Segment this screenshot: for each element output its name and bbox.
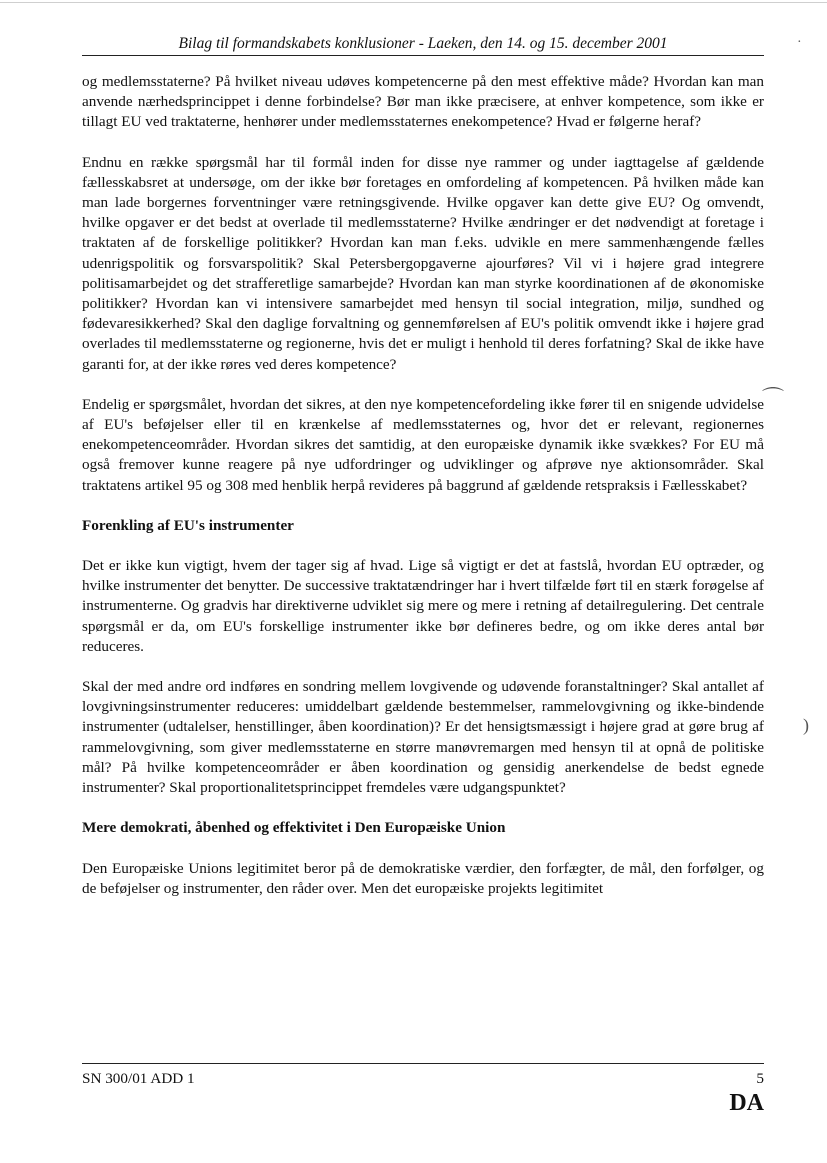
paragraph: Det er ikke kun vigtigt, hvem der tager sig af hvad. Lige så vigtigt er det at fastslå, hvordan EU optræder, og hvilke instrumenter det benytter. De successive traktatændringer har i hvert tilfælde ført til en stærk forøgelse af instrumenterne. Og gradvis har direktiverne udviklet sig mere og mere i retning af detailregulering. Det centrale spørgsmål er da, om EU's forskellige instrumenter ikke bør defineres bedre, og om ikke deres antal bør reduceres.	[82, 557, 764, 655]
paragraph: Skal der med andre ord indføres en sondring mellem lovgivende og udøvende foranstaltninger? Skal antallet af lovgivningsinstrumenter reduceres: umiddelbart gældende bestemmelser, rammelovgivning og ikke-bindende instrumenter (udtalelser, henstillinger, åben koordination)? Er det hensigtsmæssigt i højere grad at gøre brug af rammelovgivning, som giver medlemsstaterne en større manøvremargen med hensyn til at opnå de politiske mål? På hvilke kompetenceområder er åben koordination og gensidig anerkendelse de bedst egnede instrumenter? Skal proportionalitetsprincippet fremdeles være udgangspunktet?	[82, 678, 764, 797]
document-number: SN 300/01 ADD 1	[82, 1070, 195, 1087]
paragraph: Endnu en række spørgsmål har til formål inden for disse nye rammer og under iagttagelse af gældende fællesskabsret at undersøge, om der ikke bør foretages en omfordeling af kompetencen. På hvilken måde kan man lade borgernes forventninger være retningsgivende. Hvilke opgaver kan dette give EU? Og omvendt, hvilke opgaver er det bedst at overlade til medlemsstaterne? Hvilke ændringer er det nødvendigt at foretage i traktaten af de forskellige politikker? Hvordan kan man f.eks. udvikle en mere sammenhængende fælles udenrigspolitik og forsvarspolitik? Skal Petersbergopgaverne ajourføres? Vil vi i højere grad integrere politisamarbejdet og det strafferetlige samarbejde? Hvordan kan man styrke koordinationen af de økonomiske politikker? Hvordan kan vi intensivere samarbejdet med hensyn til social integration, miljø, sundhed og fødevaresikkerhed? Skal den daglige forvaltning og gennemførelsen af EU's politik omvendt ikke i højere grad overlades til medlemsstaterne og regionerne, hvis det er muligt i henhold til deres forfatning? Skal de ikke have garanti for, at der ikke røres ved deres kompetence?	[82, 153, 764, 373]
paragraph: og medlemsstaterne? På hvilket niveau udøves kompetencerne på den mest effektive måde? Hvordan kan man anvende nærhedsprincippet i denne forbindelse? Bør man ikke præcisere, at enhver kompetence, som ikke er tillagt EU ved traktaterne, henhører under medlemsstaternes enekompetence? Hvad er følgerne heraf?	[82, 73, 764, 131]
section-heading: Forenkling af EU's instrumenter	[82, 516, 294, 534]
header-rule	[82, 55, 764, 56]
section-heading: Mere demokrati, åbenhed og effektivitet i Den Europæiske Union	[82, 819, 506, 837]
language-code: DA	[729, 1090, 764, 1116]
paragraph: Den Europæiske Unions legitimitet beror på de demokratiske værdier, den forfægter, de mål, den forfølger, og de beføjelser og instrumenter, den råder over. Men det europæiske projekts legitimitet	[82, 859, 764, 897]
scan-artifact-mark: ⌒	[762, 386, 785, 411]
footer-rule	[82, 1063, 764, 1064]
scan-speck: ·	[797, 35, 802, 50]
page-number: 5	[756, 1070, 764, 1087]
scan-edge-line	[0, 2, 827, 3]
document-body	[82, 72, 764, 919]
scan-artifact-mark: )	[803, 715, 809, 735]
paragraph: Endelig er spørgsmålet, hvordan det sikres, at den nye kompetencefordeling ikke fører til en snigende udvidelse af EU's beføjelser eller til en krænkelse af medlemsstaternes og, hvor det er relevant, regionernes enekompetenceområder. Hvordan sikres det samtidig, at den europæiske dynamik ikke svækkes? For EU må også fremover kunne reagere på nye udfordringer og udviklinger og afprøve nye aktionsområder. Skal traktatens artikel 95 og 308 med henblik herpå revideres på baggrund af gældende retspraksis i Fællesskabet?	[82, 395, 764, 494]
running-header: Bilag til formandskabets konklusioner - Laeken, den 14. og 15. december 2001	[178, 35, 668, 52]
